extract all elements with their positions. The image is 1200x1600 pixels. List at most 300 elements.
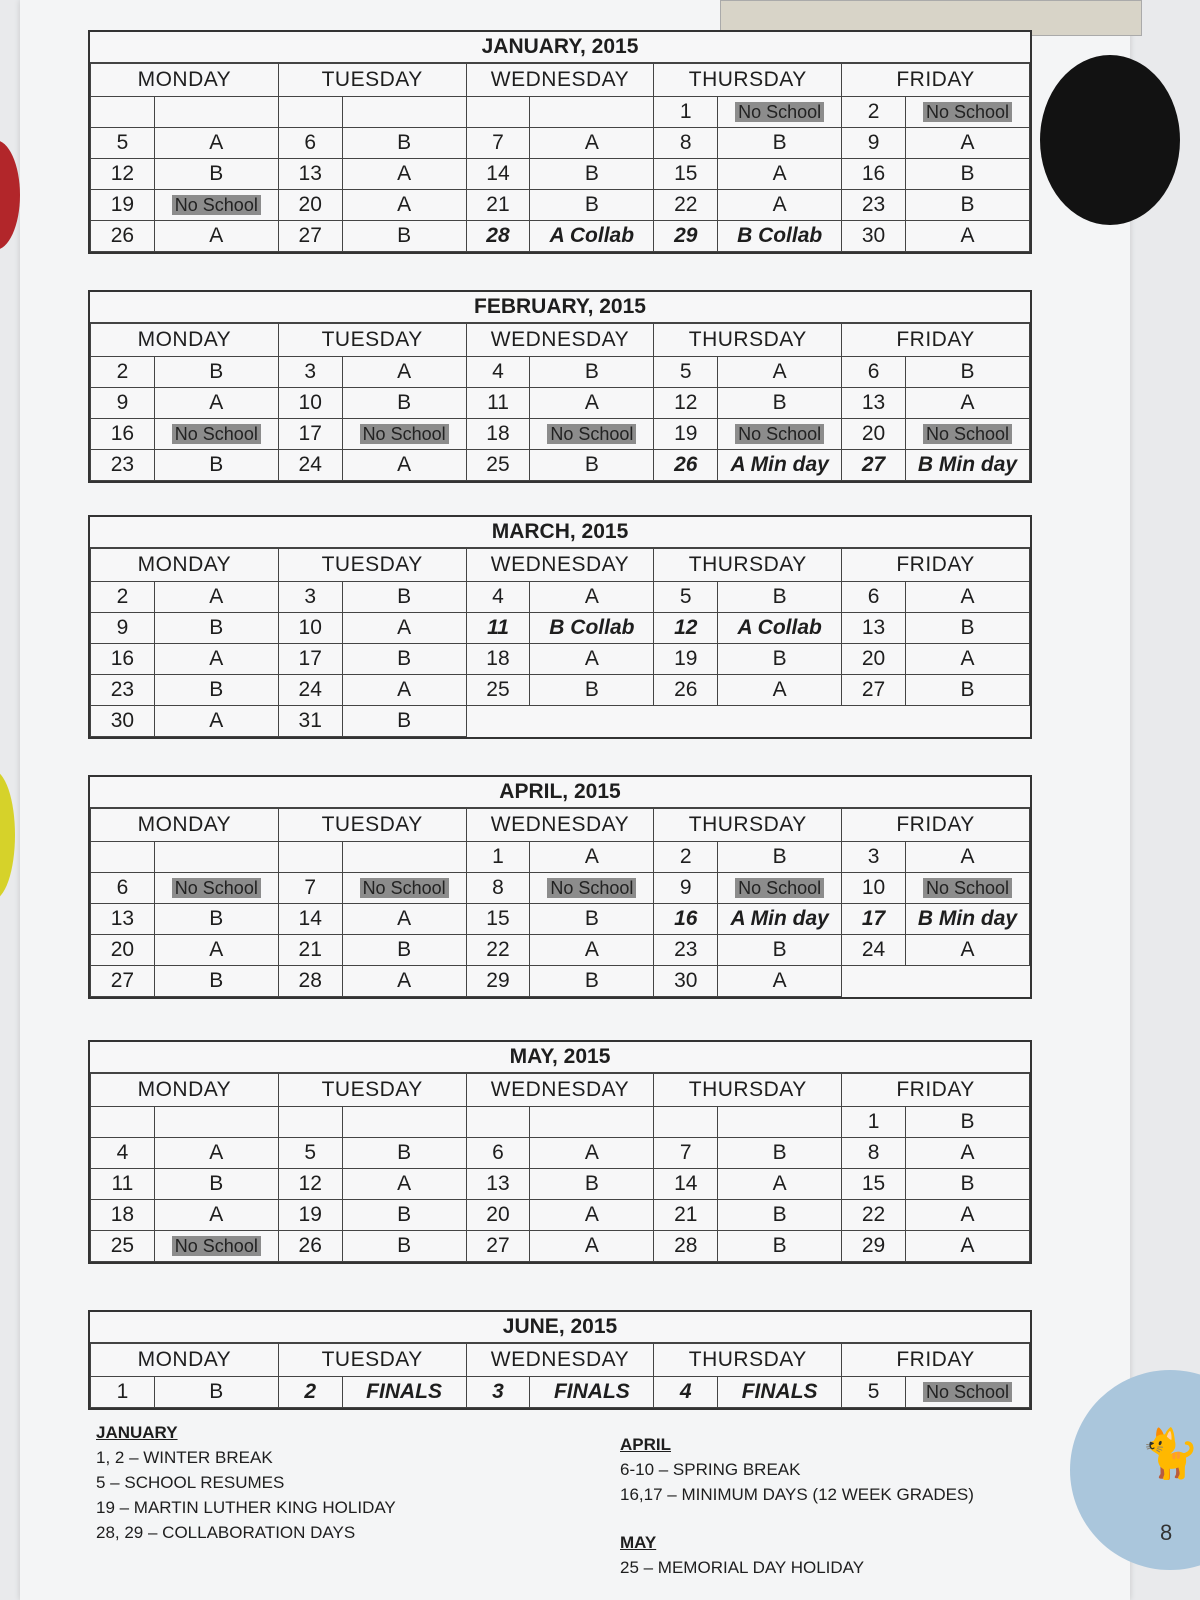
day-type xyxy=(718,97,842,128)
date-number: 16 xyxy=(842,159,906,190)
date-number: 5 xyxy=(842,1377,906,1408)
day-type: A xyxy=(342,190,466,221)
day-type: A xyxy=(342,675,466,706)
day-header: MONDAY xyxy=(91,1074,279,1107)
week-row xyxy=(91,966,1030,997)
day-type: A xyxy=(342,1169,466,1200)
date-number: 22 xyxy=(842,1200,906,1231)
day-type: A xyxy=(342,613,466,644)
date-number: 20 xyxy=(466,1200,530,1231)
empty-cell xyxy=(842,966,906,997)
date-number: 22 xyxy=(466,935,530,966)
day-type xyxy=(342,97,466,128)
day-type: B xyxy=(530,1169,654,1200)
date-number: 30 xyxy=(842,221,906,252)
date-number: 2 xyxy=(278,1377,342,1408)
black-magnet xyxy=(1040,55,1180,225)
week-row xyxy=(91,419,1030,450)
day-type xyxy=(342,873,466,904)
date-number: 24 xyxy=(278,450,342,481)
date-number: 21 xyxy=(654,1200,718,1231)
day-type: A Collab xyxy=(530,221,654,252)
notes-may-heading: MAY xyxy=(620,1533,657,1552)
day-type: B xyxy=(718,1231,842,1262)
day-type: A xyxy=(154,128,278,159)
day-type xyxy=(530,97,654,128)
date-number: 25 xyxy=(466,675,530,706)
day-header: WEDNESDAY xyxy=(466,64,654,97)
red-magnet xyxy=(0,140,20,250)
week-row xyxy=(91,613,1030,644)
day-type: B xyxy=(530,966,654,997)
day-type: B xyxy=(718,1200,842,1231)
day-type: B xyxy=(154,675,278,706)
date-number xyxy=(278,1107,342,1138)
date-number: 11 xyxy=(466,388,530,419)
day-type: B xyxy=(905,1107,1029,1138)
week-row xyxy=(91,97,1030,128)
day-header: WEDNESDAY xyxy=(466,324,654,357)
date-number: 29 xyxy=(842,1231,906,1262)
day-type: B xyxy=(530,190,654,221)
date-number: 1 xyxy=(842,1107,906,1138)
date-number: 2 xyxy=(842,97,906,128)
date-number: 18 xyxy=(466,644,530,675)
date-number: 13 xyxy=(842,388,906,419)
day-type xyxy=(342,842,466,873)
day-type: A xyxy=(530,128,654,159)
day-type: B xyxy=(154,613,278,644)
day-header: TUESDAY xyxy=(278,809,466,842)
date-number xyxy=(91,1107,155,1138)
date-number: 6 xyxy=(466,1138,530,1169)
notes-april-heading: APRIL xyxy=(620,1435,671,1454)
day-type: B xyxy=(342,644,466,675)
day-type xyxy=(342,1107,466,1138)
date-number: 30 xyxy=(654,966,718,997)
date-number: 20 xyxy=(91,935,155,966)
day-type: B xyxy=(342,706,466,737)
date-number: 15 xyxy=(654,159,718,190)
empty-cell xyxy=(842,706,906,737)
date-number: 12 xyxy=(91,159,155,190)
day-type: B xyxy=(154,1169,278,1200)
day-header: THURSDAY xyxy=(654,809,842,842)
day-type: B xyxy=(154,966,278,997)
day-header: TUESDAY xyxy=(278,1074,466,1107)
day-type: FINALS xyxy=(342,1377,466,1408)
date-number: 2 xyxy=(91,357,155,388)
day-type: A xyxy=(905,1231,1029,1262)
date-number: 19 xyxy=(278,1200,342,1231)
date-number: 21 xyxy=(278,935,342,966)
week-row xyxy=(91,1169,1030,1200)
date-number: 1 xyxy=(91,1377,155,1408)
no-school-label: No School xyxy=(547,424,636,444)
day-type xyxy=(718,419,842,450)
day-type: A xyxy=(530,1138,654,1169)
month-table xyxy=(90,63,1030,252)
day-type: B Collab xyxy=(718,221,842,252)
day-type: B xyxy=(905,357,1029,388)
day-type xyxy=(718,873,842,904)
date-number: 16 xyxy=(91,644,155,675)
day-type: B xyxy=(718,1138,842,1169)
date-number: 26 xyxy=(91,221,155,252)
day-type xyxy=(342,419,466,450)
no-school-label: No School xyxy=(172,424,261,444)
week-row xyxy=(91,873,1030,904)
day-type: FINALS xyxy=(530,1377,654,1408)
date-number: 30 xyxy=(91,706,155,737)
day-header: TUESDAY xyxy=(278,549,466,582)
day-header: TUESDAY xyxy=(278,1344,466,1377)
day-type: B xyxy=(342,582,466,613)
date-number: 12 xyxy=(654,613,718,644)
date-number: 16 xyxy=(91,419,155,450)
day-type: B xyxy=(154,904,278,935)
date-number: 24 xyxy=(278,675,342,706)
day-type: A Min day xyxy=(718,904,842,935)
date-number: 27 xyxy=(91,966,155,997)
date-number: 10 xyxy=(278,613,342,644)
notes-april xyxy=(620,1432,974,1507)
week-row xyxy=(91,1138,1030,1169)
date-number: 3 xyxy=(842,842,906,873)
day-header: WEDNESDAY xyxy=(466,809,654,842)
date-number: 23 xyxy=(654,935,718,966)
day-type xyxy=(530,419,654,450)
notes-line: 1, 2 – WINTER BREAK xyxy=(96,1448,273,1467)
day-type: A xyxy=(905,644,1029,675)
date-number: 4 xyxy=(654,1377,718,1408)
day-header: MONDAY xyxy=(91,64,279,97)
week-row xyxy=(91,450,1030,481)
week-row xyxy=(91,128,1030,159)
day-header: THURSDAY xyxy=(654,549,842,582)
day-type: A xyxy=(154,706,278,737)
day-type: A xyxy=(718,190,842,221)
day-header: WEDNESDAY xyxy=(466,1074,654,1107)
no-school-label: No School xyxy=(172,878,261,898)
date-number: 10 xyxy=(278,388,342,419)
date-number: 3 xyxy=(278,582,342,613)
date-number: 8 xyxy=(654,128,718,159)
date-number: 17 xyxy=(278,419,342,450)
month-title: APRIL, 2015 xyxy=(90,777,1030,808)
date-number: 18 xyxy=(466,419,530,450)
day-type: A xyxy=(718,1169,842,1200)
month-title: MARCH, 2015 xyxy=(90,517,1030,548)
no-school-label: No School xyxy=(360,878,449,898)
notes-line: 5 – SCHOOL RESUMES xyxy=(96,1473,285,1492)
month-title: JUNE, 2015 xyxy=(90,1312,1030,1343)
date-number xyxy=(466,1107,530,1138)
month-title: JANUARY, 2015 xyxy=(90,32,1030,63)
week-row xyxy=(91,675,1030,706)
day-type: B Collab xyxy=(530,613,654,644)
date-number: 14 xyxy=(278,904,342,935)
day-type xyxy=(154,190,278,221)
month-table xyxy=(90,1343,1030,1408)
week-row xyxy=(91,1231,1030,1262)
date-number: 2 xyxy=(654,842,718,873)
notes-may xyxy=(620,1530,864,1580)
day-type: A xyxy=(530,935,654,966)
day-type: A xyxy=(905,935,1029,966)
date-number: 5 xyxy=(91,128,155,159)
date-number: 9 xyxy=(91,613,155,644)
date-number: 19 xyxy=(654,419,718,450)
week-row xyxy=(91,388,1030,419)
notes-line: 6-10 – SPRING BREAK xyxy=(620,1460,801,1479)
date-number: 4 xyxy=(466,582,530,613)
date-number: 26 xyxy=(654,450,718,481)
day-type: B xyxy=(154,450,278,481)
date-number: 6 xyxy=(91,873,155,904)
day-type xyxy=(154,873,278,904)
no-school-label: No School xyxy=(172,195,261,215)
empty-cell xyxy=(466,706,530,737)
day-type: A xyxy=(154,582,278,613)
date-number xyxy=(91,97,155,128)
day-type: A xyxy=(342,966,466,997)
date-number: 25 xyxy=(91,1231,155,1262)
date-number xyxy=(466,97,530,128)
date-number: 28 xyxy=(466,221,530,252)
date-number: 3 xyxy=(466,1377,530,1408)
date-number: 10 xyxy=(842,873,906,904)
date-number: 20 xyxy=(842,644,906,675)
date-number xyxy=(278,97,342,128)
day-type xyxy=(530,873,654,904)
week-row xyxy=(91,706,1030,737)
date-number: 7 xyxy=(466,128,530,159)
week-row xyxy=(91,582,1030,613)
date-number: 11 xyxy=(466,613,530,644)
day-type: B xyxy=(342,935,466,966)
day-type: A xyxy=(154,1200,278,1231)
week-row xyxy=(91,644,1030,675)
day-header: MONDAY xyxy=(91,809,279,842)
day-type xyxy=(718,1107,842,1138)
no-school-label: No School xyxy=(735,102,824,122)
day-type: A xyxy=(342,357,466,388)
date-number: 20 xyxy=(278,190,342,221)
day-header: THURSDAY xyxy=(654,324,842,357)
day-type: B xyxy=(905,1169,1029,1200)
day-type: A xyxy=(905,582,1029,613)
day-type: A xyxy=(905,1200,1029,1231)
date-number: 19 xyxy=(91,190,155,221)
page-number: 8 xyxy=(1160,1520,1173,1545)
no-school-label: No School xyxy=(547,878,636,898)
date-number: 29 xyxy=(466,966,530,997)
no-school-label: No School xyxy=(735,424,824,444)
notes-line: 25 – MEMORIAL DAY HOLIDAY xyxy=(620,1558,865,1577)
day-type xyxy=(905,419,1029,450)
day-type: A xyxy=(154,1138,278,1169)
day-type xyxy=(154,1231,278,1262)
no-school-label: No School xyxy=(923,1382,1012,1402)
day-type xyxy=(154,97,278,128)
day-type: A xyxy=(342,159,466,190)
day-type: A xyxy=(530,644,654,675)
day-type: A xyxy=(905,221,1029,252)
day-type: A xyxy=(718,966,842,997)
date-number: 26 xyxy=(278,1231,342,1262)
date-number xyxy=(654,1107,718,1138)
day-type: A xyxy=(718,357,842,388)
day-type: B xyxy=(530,357,654,388)
date-number: 26 xyxy=(654,675,718,706)
date-number: 21 xyxy=(466,190,530,221)
date-number: 25 xyxy=(466,450,530,481)
week-row xyxy=(91,904,1030,935)
month-calendar xyxy=(88,1310,1032,1410)
day-header: TUESDAY xyxy=(278,324,466,357)
day-type: B xyxy=(718,935,842,966)
no-school-label: No School xyxy=(923,424,1012,444)
date-number xyxy=(91,842,155,873)
week-row xyxy=(91,221,1030,252)
no-school-label: No School xyxy=(735,878,824,898)
month-calendar xyxy=(88,1040,1032,1264)
day-type: A xyxy=(718,159,842,190)
week-row xyxy=(91,357,1030,388)
day-header: FRIDAY xyxy=(842,549,1030,582)
day-type: A xyxy=(342,450,466,481)
date-number: 16 xyxy=(654,904,718,935)
day-type: B xyxy=(342,388,466,419)
month-calendar xyxy=(88,290,1032,483)
date-number: 14 xyxy=(654,1169,718,1200)
day-type: B xyxy=(342,221,466,252)
empty-cell xyxy=(654,706,718,737)
date-number: 4 xyxy=(91,1138,155,1169)
day-header: WEDNESDAY xyxy=(466,549,654,582)
day-type: B xyxy=(342,1231,466,1262)
day-type: B xyxy=(718,842,842,873)
day-type: B xyxy=(154,159,278,190)
date-number: 2 xyxy=(91,582,155,613)
date-number: 4 xyxy=(466,357,530,388)
day-type: A xyxy=(905,1138,1029,1169)
notes-january xyxy=(96,1420,396,1545)
date-number: 22 xyxy=(654,190,718,221)
day-header: TUESDAY xyxy=(278,64,466,97)
date-number: 28 xyxy=(278,966,342,997)
day-type: A xyxy=(530,388,654,419)
day-header: FRIDAY xyxy=(842,324,1030,357)
month-table xyxy=(90,548,1030,737)
day-type: B xyxy=(718,388,842,419)
empty-cell xyxy=(530,706,654,737)
date-number: 13 xyxy=(842,613,906,644)
day-type xyxy=(905,97,1029,128)
yellow-magnet xyxy=(0,770,15,900)
date-number: 12 xyxy=(654,388,718,419)
date-number: 15 xyxy=(842,1169,906,1200)
month-table xyxy=(90,808,1030,997)
date-number: 29 xyxy=(654,221,718,252)
week-row xyxy=(91,159,1030,190)
day-type: B xyxy=(905,613,1029,644)
date-number: 8 xyxy=(466,873,530,904)
date-number: 27 xyxy=(842,675,906,706)
week-row xyxy=(91,1377,1030,1408)
day-type: B xyxy=(530,675,654,706)
day-header: FRIDAY xyxy=(842,809,1030,842)
day-type: B xyxy=(154,1377,278,1408)
day-type: B xyxy=(530,450,654,481)
day-header: WEDNESDAY xyxy=(466,1344,654,1377)
week-row xyxy=(91,1200,1030,1231)
day-header: FRIDAY xyxy=(842,1074,1030,1107)
date-number: 8 xyxy=(842,1138,906,1169)
date-number: 31 xyxy=(278,706,342,737)
day-type xyxy=(905,1377,1029,1408)
date-number: 23 xyxy=(842,190,906,221)
date-number: 3 xyxy=(278,357,342,388)
day-type: B Min day xyxy=(905,904,1029,935)
day-header: MONDAY xyxy=(91,324,279,357)
day-type xyxy=(905,873,1029,904)
date-number: 15 xyxy=(466,904,530,935)
month-table xyxy=(90,1073,1030,1262)
day-type: A xyxy=(154,388,278,419)
day-type: B xyxy=(342,1200,466,1231)
date-number: 1 xyxy=(654,97,718,128)
date-number: 9 xyxy=(91,388,155,419)
day-type: A xyxy=(905,388,1029,419)
day-type: A Min day xyxy=(718,450,842,481)
date-number: 5 xyxy=(278,1138,342,1169)
day-type: A xyxy=(530,1200,654,1231)
notes-january-heading: JANUARY xyxy=(96,1423,178,1442)
day-type: B xyxy=(342,128,466,159)
date-number: 7 xyxy=(278,873,342,904)
date-number: 19 xyxy=(654,644,718,675)
day-type: B xyxy=(905,190,1029,221)
day-type: B xyxy=(530,904,654,935)
day-type: A xyxy=(718,675,842,706)
date-number: 28 xyxy=(654,1231,718,1262)
week-row xyxy=(91,190,1030,221)
date-number: 27 xyxy=(278,221,342,252)
date-number: 9 xyxy=(842,128,906,159)
date-number: 7 xyxy=(654,1138,718,1169)
day-type: B xyxy=(905,159,1029,190)
day-type: B xyxy=(718,644,842,675)
day-type: A xyxy=(530,1231,654,1262)
date-number: 9 xyxy=(654,873,718,904)
day-header: THURSDAY xyxy=(654,1074,842,1107)
date-number: 23 xyxy=(91,450,155,481)
day-type xyxy=(154,1107,278,1138)
day-type xyxy=(154,419,278,450)
day-type: A xyxy=(905,842,1029,873)
day-type: FINALS xyxy=(718,1377,842,1408)
day-type: B xyxy=(905,675,1029,706)
day-header: FRIDAY xyxy=(842,1344,1030,1377)
month-calendar xyxy=(88,30,1032,254)
date-number: 27 xyxy=(842,450,906,481)
date-number: 1 xyxy=(466,842,530,873)
date-number: 13 xyxy=(91,904,155,935)
month-calendar xyxy=(88,515,1032,739)
notes-line: 19 – MARTIN LUTHER KING HOLIDAY xyxy=(96,1498,396,1517)
